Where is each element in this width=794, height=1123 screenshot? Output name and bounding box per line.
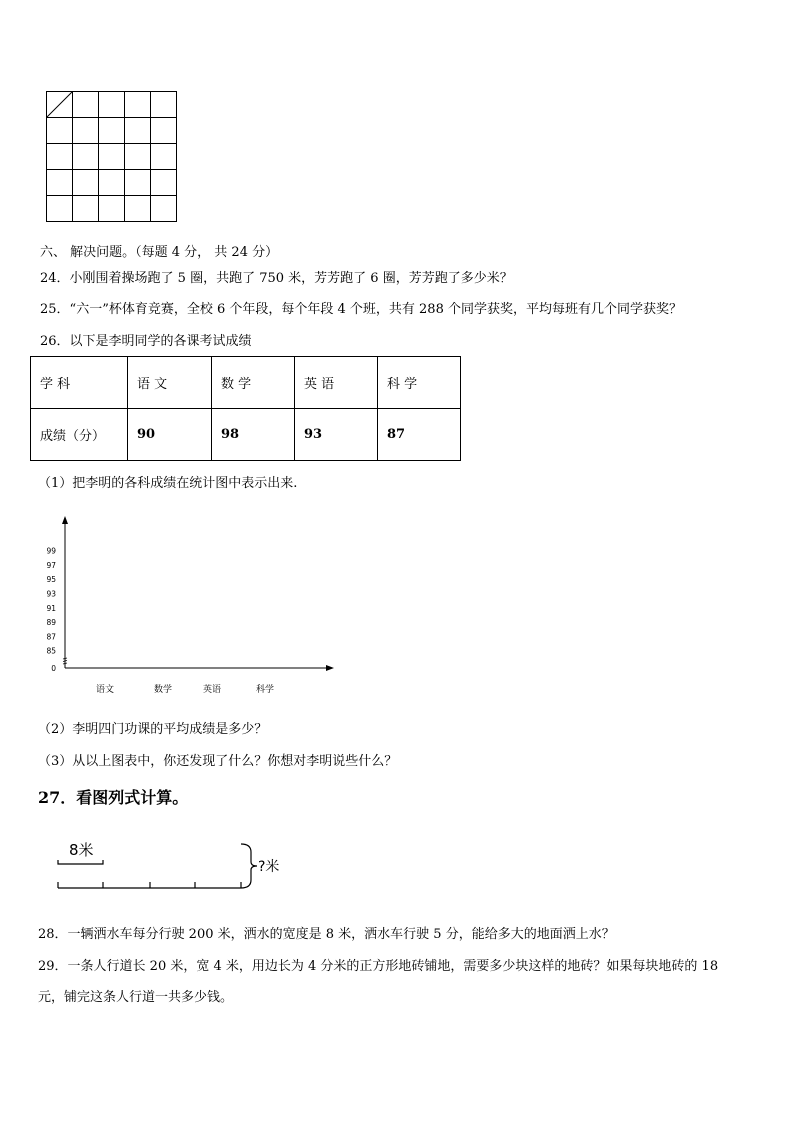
segment-figure bbox=[55, 836, 295, 896]
question-29-line-1: 29．一条人行道长 20 米，宽 4 米，用边长为 4 分米的正方形地砖铺地，需要多少块这样的地砖？如果每块地砖的 18 bbox=[38, 959, 719, 974]
segment-label: 8米 bbox=[69, 841, 94, 859]
question-27: 27．看图列式计算。 bbox=[38, 788, 189, 807]
question-24: 24．小刚围着操场跑了 5 圈，共跑了 750 米，芳芳跑了 6 圈，芳芳跑了多少米？ bbox=[40, 271, 513, 286]
section-heading: 六、 解决问题。（每题 4 分， 共 24 分） bbox=[40, 245, 279, 260]
table-header-cell: 数 学 bbox=[212, 357, 295, 409]
y-tick-label: 93 bbox=[46, 589, 56, 599]
question-26-part-3: （3）从以上图表中，你还发现了什么？你想对李明说些什么？ bbox=[38, 754, 398, 769]
question-26-part-2: （2）李明四门功课的平均成绩是多少？ bbox=[38, 722, 268, 737]
y-tick-label: 95 bbox=[46, 575, 56, 585]
table-row bbox=[31, 409, 461, 461]
table-header-cell: 学 科 bbox=[31, 357, 128, 409]
table-cell: 98 bbox=[212, 409, 295, 461]
axis-break-mark bbox=[63, 661, 67, 662]
table-cell: 93 bbox=[295, 409, 378, 461]
table-header-cell: 英 语 bbox=[295, 357, 378, 409]
question-28: 28．一辆洒水车每分行驶 200 米，洒水的宽度是 8 米，洒水车行驶 5 分，能给多大的地面洒上水？ bbox=[38, 927, 615, 942]
question-26-part-1: （1）把李明的各科成绩在统计图中表示出来. bbox=[38, 476, 298, 491]
total-label: ?米 bbox=[258, 859, 280, 875]
y-axis-arrow bbox=[62, 516, 68, 524]
x-category-label: 语文 bbox=[95, 685, 115, 695]
x-category-label: 科学 bbox=[255, 685, 275, 695]
grid-figure bbox=[46, 91, 178, 223]
table-header-cell: 语 文 bbox=[128, 357, 212, 409]
y-tick-label: 99 bbox=[46, 546, 56, 556]
x-axis-arrow bbox=[326, 665, 334, 671]
table-cell: 90 bbox=[128, 409, 212, 461]
x-category-label: 英语 bbox=[202, 685, 222, 695]
score-chart bbox=[30, 510, 350, 700]
y-tick-label: 87 bbox=[46, 632, 56, 642]
y-tick-label: 97 bbox=[46, 560, 56, 570]
score-table bbox=[30, 356, 461, 461]
table-header-cell: 科 学 bbox=[378, 357, 461, 409]
question-29-line-2: 元，铺完这条人行道一共多少钱。 bbox=[38, 990, 234, 1005]
question-25: 25．“六一”杯体育竞赛，全校 6 个年段，每个年段 4 个班，共有 288 个同学获奖，平均每班有几个同学获奖？ bbox=[40, 302, 682, 317]
x-category-label: 数学 bbox=[153, 685, 173, 695]
table-header-row bbox=[31, 357, 461, 409]
y-tick-label: 0 bbox=[51, 664, 56, 673]
y-tick-label: 89 bbox=[46, 618, 56, 628]
y-tick-label: 85 bbox=[46, 646, 56, 656]
y-tick-label: 91 bbox=[46, 603, 56, 613]
table-row-label: 成绩（分） bbox=[31, 409, 128, 461]
axis-break-mark bbox=[63, 663, 67, 664]
question-26: 26．以下是李明同学的各课考试成绩 bbox=[40, 334, 252, 349]
axis-break-mark bbox=[63, 658, 67, 659]
table-cell: 87 bbox=[378, 409, 461, 461]
